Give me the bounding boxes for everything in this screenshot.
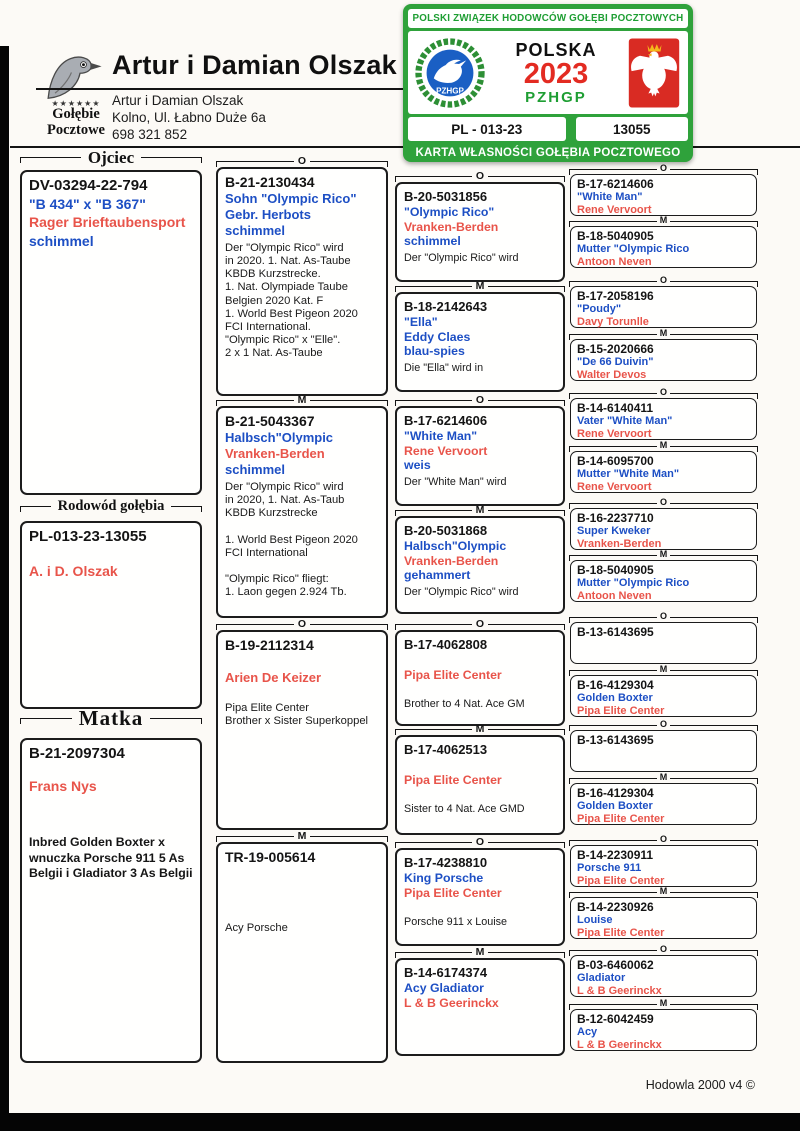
bird-name-line: Acy [577,1026,598,1039]
bird-name-line: Rager Brieftaubensport [29,214,186,231]
sex-marker-M: M [569,215,758,227]
owner-phone: 698 321 852 [112,127,188,142]
sex-marker-M: M [395,280,565,293]
bird-name-line: gehammert [404,568,471,583]
bird-name-line: Porsche 911 [577,862,642,875]
gen4-box-14 [570,886,757,939]
bird-name-line: "De 66 Duivin" [577,356,654,369]
ring-number: PL-013-23-13055 [29,528,147,545]
gen4-box-3 [570,275,757,328]
bird-name-line [404,653,556,668]
description: Inbred Golden Boxter x wnuczka Porsche 911 5 As Belgii i Gladiator 3 As Belgii [29,835,193,881]
bird-name-line: Pipa Elite Center [577,926,665,939]
bird-name-line: Vater "White Man" [577,415,673,428]
bird-name-line: schimmel [225,222,285,238]
gen2-box-3 [216,618,388,830]
bird-name-line: Vranken-Berden [404,219,499,234]
sex-marker-M: M [569,886,758,898]
bird-name-line: Rene Vervoort [577,480,652,493]
gen2-box-1 [216,155,388,396]
ring-number: B-15-2020666 [577,342,654,356]
description: Sister to 4 Nat. Ace GMD [404,803,525,816]
ring-number: B-17-6214606 [404,413,488,428]
ring-number: B-16-4129304 [577,678,654,692]
title-underline [36,88,404,90]
bird-name-line: Pipa Elite Center [577,812,665,825]
gen4-box-7 [570,497,757,550]
bird-name-line: "White Man" [404,428,478,443]
sex-marker-M: M [395,946,565,959]
software-credit: Hodowla 2000 v4 © [645,1078,755,1092]
gen4-box-12 [570,772,757,825]
description: Brother to 4 Nat. Ace GM [404,698,525,711]
father-box [20,170,202,495]
bird-name-line: Golden Boxter [577,800,653,813]
mother-box [20,738,202,1063]
bird-name-line: Mutter "Olympic Rico [577,243,690,256]
ring-number: DV-03294-22-794 [29,177,148,194]
owner-line: A. i D. Olszak [29,563,118,580]
gen4-box-6 [570,440,757,493]
gen3-box-3 [395,394,565,506]
bird-name-line: Pipa Elite Center [577,704,665,717]
subject-box [20,521,202,709]
ring-number: B-13-6143695 [577,733,654,747]
bird-name-line: L & B Geerinckx [404,995,499,1010]
sex-marker-O: O [569,944,758,956]
description: Der "Olympic Rico" wird in 2020. 1. Nat. As-Taube KBDB Kurzstrecke. 1. Nat. Olympiade Taube Belgien 2020 Kat. F 1. World Best Pigeon 2020 FCI International. "Olympic Rico" x "Elle". 2 x 1 Nat. As-Taube [225,241,358,360]
mother-label [20,708,202,729]
gen4-box-5 [570,387,757,440]
sex-marker-M: M [569,772,758,784]
ring-number: B-20-5031856 [404,189,488,204]
gen4-box-13 [570,834,757,887]
bird-name-line: Rene Vervoort [577,427,652,440]
ring-number: B-17-4238810 [404,855,488,870]
brand-line2: Pocztowe [47,122,105,138]
bird-name-line: schimmel [404,234,461,249]
bird-name-line: King Porsche [404,870,484,885]
country-label: POLSKA [515,39,597,60]
bird-name-line: L & B Geerinckx [577,984,662,997]
gen4-box-10 [570,664,757,717]
bird-name-line: "Poudy" [577,303,622,316]
gen3-box-5 [395,618,565,726]
owner-address: Kolno, Ul. Łabno Duże 6a [112,110,266,125]
sex-marker-M: M [569,998,758,1010]
sex-marker-O: O [395,170,565,183]
dove-logo-text: PZHGP [436,86,464,96]
father-label-text: Ojciec [87,148,135,167]
bird-name-line: "Olympic Rico" [404,204,495,219]
ring-number: B-17-2058196 [577,289,654,303]
sex-marker-O: O [569,497,758,509]
gen3-box-8 [395,946,565,1056]
badge-ring-number: 13055 [576,117,689,141]
bird-name-line: "White Man" [577,191,643,204]
ring-number: B-14-2230926 [577,900,654,914]
sex-marker-O: O [569,163,758,175]
description: Der "Olympic Rico" wird [404,252,519,265]
gen4-box-15 [570,944,757,997]
bird-name-line: blau-spies [404,344,465,359]
description: Pipa Elite Center Brother x Sister Superkoppel [225,702,369,728]
stars-row: ★★★★★★ [51,99,101,108]
bird-name-line: weis [404,458,431,473]
ring-number: B-14-6140411 [577,401,654,415]
card-title: KARTA WŁASNOŚCI GOŁĘBIA POCZTOWEGO [415,147,681,159]
gen3-box-1 [395,170,565,282]
sex-marker-O: O [395,394,565,407]
bird-name-line: Halbsch"Olympic [404,538,507,553]
gen4-box-4 [570,328,757,381]
gen2-box-2 [216,394,388,618]
bird-name-line: Gladiator [577,972,626,985]
bird-name-line: Super Kweker [577,525,651,538]
brand-line1: Gołębie [52,106,100,122]
bird-name-line: Antoon Neven [577,589,652,602]
bird-name-line: Sohn "Olympic Rico" [225,191,357,207]
sex-marker-O: O [216,155,388,168]
ring-number: B-18-5040905 [577,563,654,577]
bird-name-line: "B 434" x "B 367" [29,196,146,213]
bird-name-line: Pipa Elite Center [404,772,502,787]
bird-name-line: Halbsch"Olympic [225,430,334,446]
ring-number: B-14-2230911 [577,848,654,862]
bird-name-line: Gebr. Herbots [225,206,311,222]
bird-name-line: Davy Torunlle [577,315,649,328]
gen4-box-11 [570,719,757,772]
bird-name-line: Golden Boxter [577,692,653,705]
ownership-card-badge [403,4,693,162]
description: Der "Olympic Rico" wird [404,586,519,599]
ring-number: B-20-5031868 [404,523,488,538]
gen3-box-2 [395,280,565,392]
ring-number: B-12-6042459 [577,1012,654,1026]
father-label [20,149,202,166]
ring-number: B-14-6095700 [577,454,654,468]
gen3-box-7 [395,836,565,946]
sex-marker-O: O [569,719,758,731]
bird-name-line: L & B Geerinckx [577,1038,662,1051]
sex-marker-M: M [395,723,565,736]
ring-number: B-14-6174374 [404,965,488,980]
ring-number: B-17-4062513 [404,742,488,757]
bird-name-line: Walter Devos [577,368,647,381]
bird-name-line: Eddy Claes [404,329,471,344]
sex-marker-M: M [395,504,565,517]
gen3-box-4 [395,504,565,614]
ring-number: B-13-6143695 [577,625,654,639]
bird-name-line: Pipa Elite Center [577,874,665,887]
gen4-box-2 [570,215,757,268]
bird-name-line: Acy Gladiator [404,980,484,995]
gen4-box-9 [570,611,757,664]
gen4-box-16 [570,998,757,1051]
ring-number: TR-19-005614 [225,849,316,865]
bird-name-line: Antoon Neven [577,255,652,268]
bird-name-line: Vranken-Berden [577,537,662,550]
bird-name-line: Pipa Elite Center [404,885,502,900]
bird-name-line: Vranken-Berden [404,553,499,568]
mother-label-text: Matka [78,706,144,730]
ring-number: B-18-2142643 [404,299,488,314]
bird-name-line: "Ella" [404,314,438,329]
bird-name-line: schimmel [225,461,285,477]
ring-number: B-16-4129304 [577,786,654,800]
bird-name-line: Mutter "White Man" [577,468,680,481]
sex-marker-O: O [395,618,565,631]
ring-number: B-17-6214606 [577,177,654,191]
gen3-box-6 [395,723,565,835]
sex-marker-M: M [569,328,758,340]
gen4-box-8 [570,549,757,602]
ring-number: B-17-4062808 [404,637,488,652]
bird-name-line [225,654,379,670]
year-label: 2023 [523,57,589,90]
bird-name-line: Louise [577,914,613,927]
sex-marker-M: M [216,830,388,843]
pzhgp-dove-logo [414,37,486,109]
bird-name-line: Rene Vervoort [404,443,488,458]
bird-name-line [404,758,556,773]
ring-number: B-18-5040905 [577,229,654,243]
sex-marker-M: M [569,549,758,561]
page-title: Artur i Damian Olszak [112,50,397,80]
gen4-box-1 [570,163,757,216]
poland-eagle-emblem [626,35,682,111]
sex-marker-O: O [395,836,565,849]
bird-name-line: Rene Vervoort [577,203,652,216]
bird-name-line: Vranken-Berden [225,445,325,461]
description: Acy Porsche [225,921,288,934]
description: Porsche 911 x Louise [404,916,508,929]
association-name: POLSKI ZWIĄZEK HODOWCÓW GOŁĘBI POCZTOWYCH [408,9,688,28]
sex-marker-O: O [216,618,388,631]
bird-name-line: Frans Nys [29,778,97,795]
ring-number: B-21-2130434 [225,174,315,190]
ring-number: B-19-2112314 [225,637,314,653]
sex-marker-O: O [569,611,758,623]
gen2-box-4 [216,830,388,1063]
pigeon-logo [42,50,106,100]
ring-number: B-03-6460062 [577,958,654,972]
scan-edge-left [0,46,9,1131]
sex-marker-M: M [569,440,758,452]
description: Der "White Man" wird [404,476,507,489]
description: Die "Ella" wird in [404,362,484,375]
sex-marker-M: M [216,394,388,407]
sex-marker-M: M [569,664,758,676]
description: Der "Olympic Rico" wird in 2020, 1. Nat. As-Taub KBDB Kurzstrecke 1. World Best Pigeon 2020 FCI International "Olympic Rico" fliegt: 1. Laon gegen 2.924 Tb. [225,480,358,599]
sex-marker-O: O [569,834,758,846]
sex-marker-O: O [569,387,758,399]
pedigree-label-text: Rodowód gołębia [57,498,165,514]
sex-marker-O: O [569,275,758,287]
bird-name-line: schimmel [29,232,94,249]
scan-edge-bottom [0,1113,800,1131]
pedigree-label [20,499,202,514]
badge-ring-prefix: PL - 013-23 [408,117,566,141]
ring-number: B-16-2237710 [577,511,654,525]
org-label: PZHGP [525,88,587,106]
bird-name-line: Arien De Keizer [225,669,322,685]
ring-number: B-21-5043367 [225,413,315,429]
owner-name: Artur i Damian Olszak [112,93,244,108]
ring-number: B-21-2097304 [29,745,125,762]
bird-name-line: Mutter "Olympic Rico [577,577,690,590]
bird-name-line: Pipa Elite Center [404,667,502,682]
